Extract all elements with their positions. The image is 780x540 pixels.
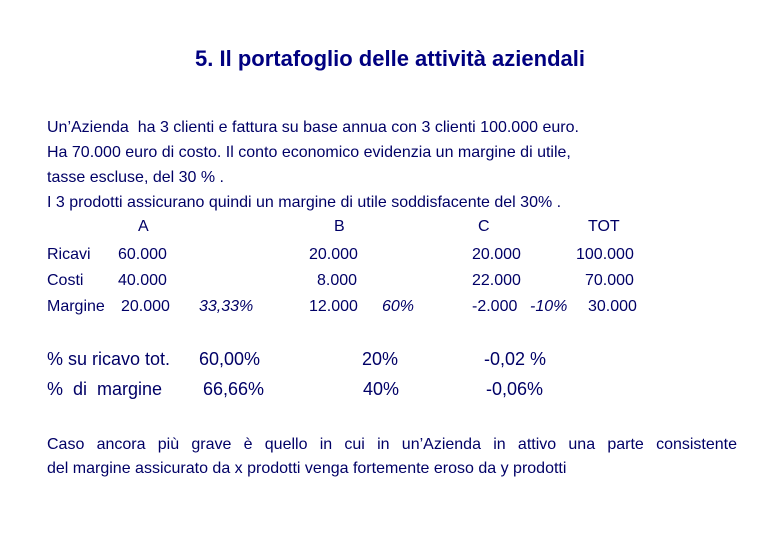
ricavi-tot: 100.000 [576,246,634,263]
margine-b-pct: 60% [382,298,415,315]
intro-line-1: Un’Azienda ha 3 clienti e fattura su base annua con 3 clienti 100.000 euro. [47,119,579,136]
margine-tot: 30.000 [588,298,637,315]
summary-margine-b: 40% [363,379,400,399]
margine-c-pct: -10% [530,298,568,315]
costi-c: 22.000 [472,272,521,289]
row-label-ricavi: Ricavi [47,246,91,263]
ricavi-a: 60.000 [118,246,167,263]
ricavi-c: 20.000 [472,246,521,263]
summary-margine-c: -0,06% [486,379,544,399]
margine-a: 20.000 [121,298,170,315]
intro-line-4: I 3 prodotti assicurano quindi un margine di utile soddisfacente del 30% . [47,194,562,211]
ricavi-b: 20.000 [309,246,358,263]
summary-ricavo-b: 20% [362,349,399,369]
costi-b: 8.000 [317,272,358,289]
conclusion-line-1: Caso ancora più grave è quello in cui in un’Azienda in attivo una parte consistente [47,436,737,453]
summary-ricavo-c: -0,02 % [484,349,547,369]
conclusion-line-2: del margine assicurato da x prodotti venga fortemente eroso da y prodotti [47,460,567,477]
header-c: C [478,218,490,235]
row-label-costi: Costi [47,272,84,289]
margine-c: -2.000 [472,298,518,315]
intro-line-3: tasse escluse, del 30 % . [47,169,224,186]
costi-a: 40.000 [118,272,167,289]
intro-line-2: Ha 70.000 euro di costo. Il conto economico evidenzia un margine di utile, [47,144,571,161]
header-tot: TOT [588,218,620,235]
header-a: A [138,218,149,235]
summary-margine-a: 66,66% [203,379,265,399]
summary-label-ricavo: % su ricavo tot. [47,349,171,369]
header-b: B [334,218,345,235]
costi-tot: 70.000 [585,272,634,289]
summary-ricavo-a: 60,00% [199,349,261,369]
row-label-margine: Margine [47,298,105,315]
margine-a-pct: 33,33% [199,298,254,315]
summary-label-margine: % di margine [47,379,163,399]
page-title: 5. Il portafoglio delle attività aziendali [195,46,585,71]
margine-b: 12.000 [309,298,358,315]
